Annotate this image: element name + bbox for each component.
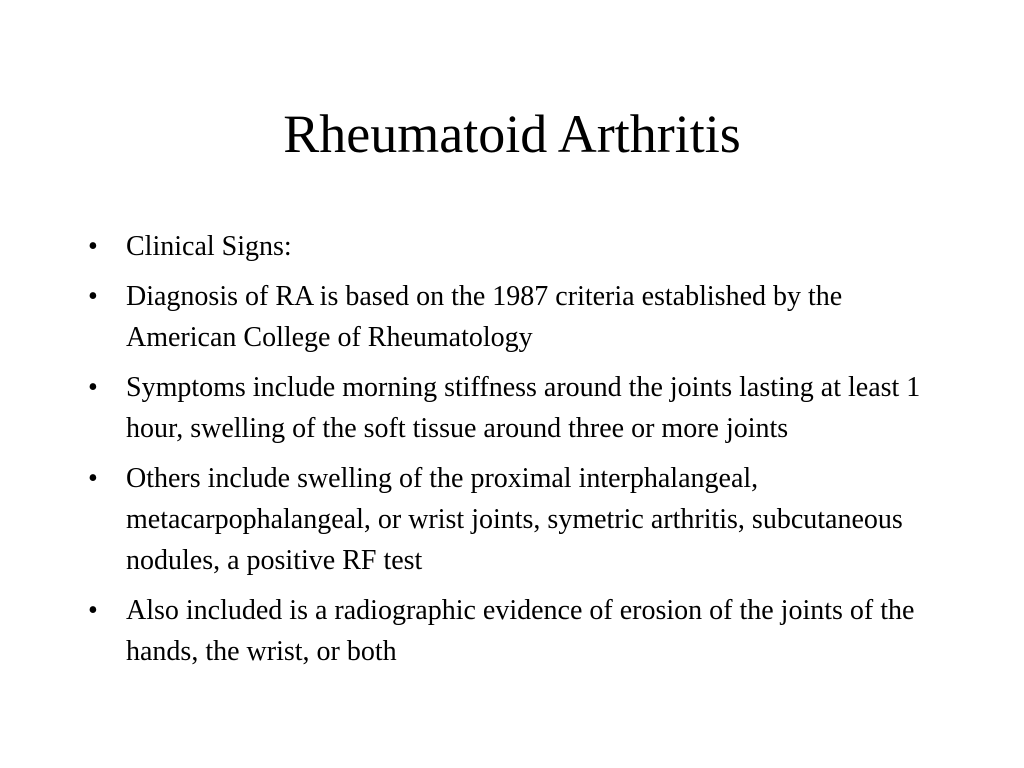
bullet-list	[88, 226, 948, 681]
bullet-dot-icon: •	[88, 281, 98, 312]
bullet-dot-icon: •	[88, 231, 98, 262]
bullet-dot-icon: •	[88, 595, 98, 626]
bullet-text: Clinical Signs:	[126, 231, 292, 262]
bullet-item	[88, 226, 948, 267]
bullet-item	[88, 276, 948, 358]
bullet-item	[88, 458, 948, 581]
bullet-text: Also included is a radiographic evidence of erosion of the joints of the hands, the wrist, or both	[126, 595, 915, 667]
bullet-text: Others include swelling of the proximal interphalangeal, metacarpophalangeal, or wrist joints, symetric arthritis, subcutaneous nodules, a positive RF test	[126, 463, 903, 576]
bullet-dot-icon: •	[88, 463, 98, 494]
bullet-item	[88, 367, 948, 449]
bullet-item	[88, 590, 948, 672]
slide-title: Rheumatoid Arthritis	[283, 104, 741, 164]
bullet-text: Symptoms include morning stiffness around the joints lasting at least 1 hour, swelling of the soft tissue around three or more joints	[126, 372, 921, 444]
bullet-text: Diagnosis of RA is based on the 1987 criteria established by the American College of Rheumatology	[126, 281, 843, 353]
bullet-dot-icon: •	[88, 372, 98, 403]
